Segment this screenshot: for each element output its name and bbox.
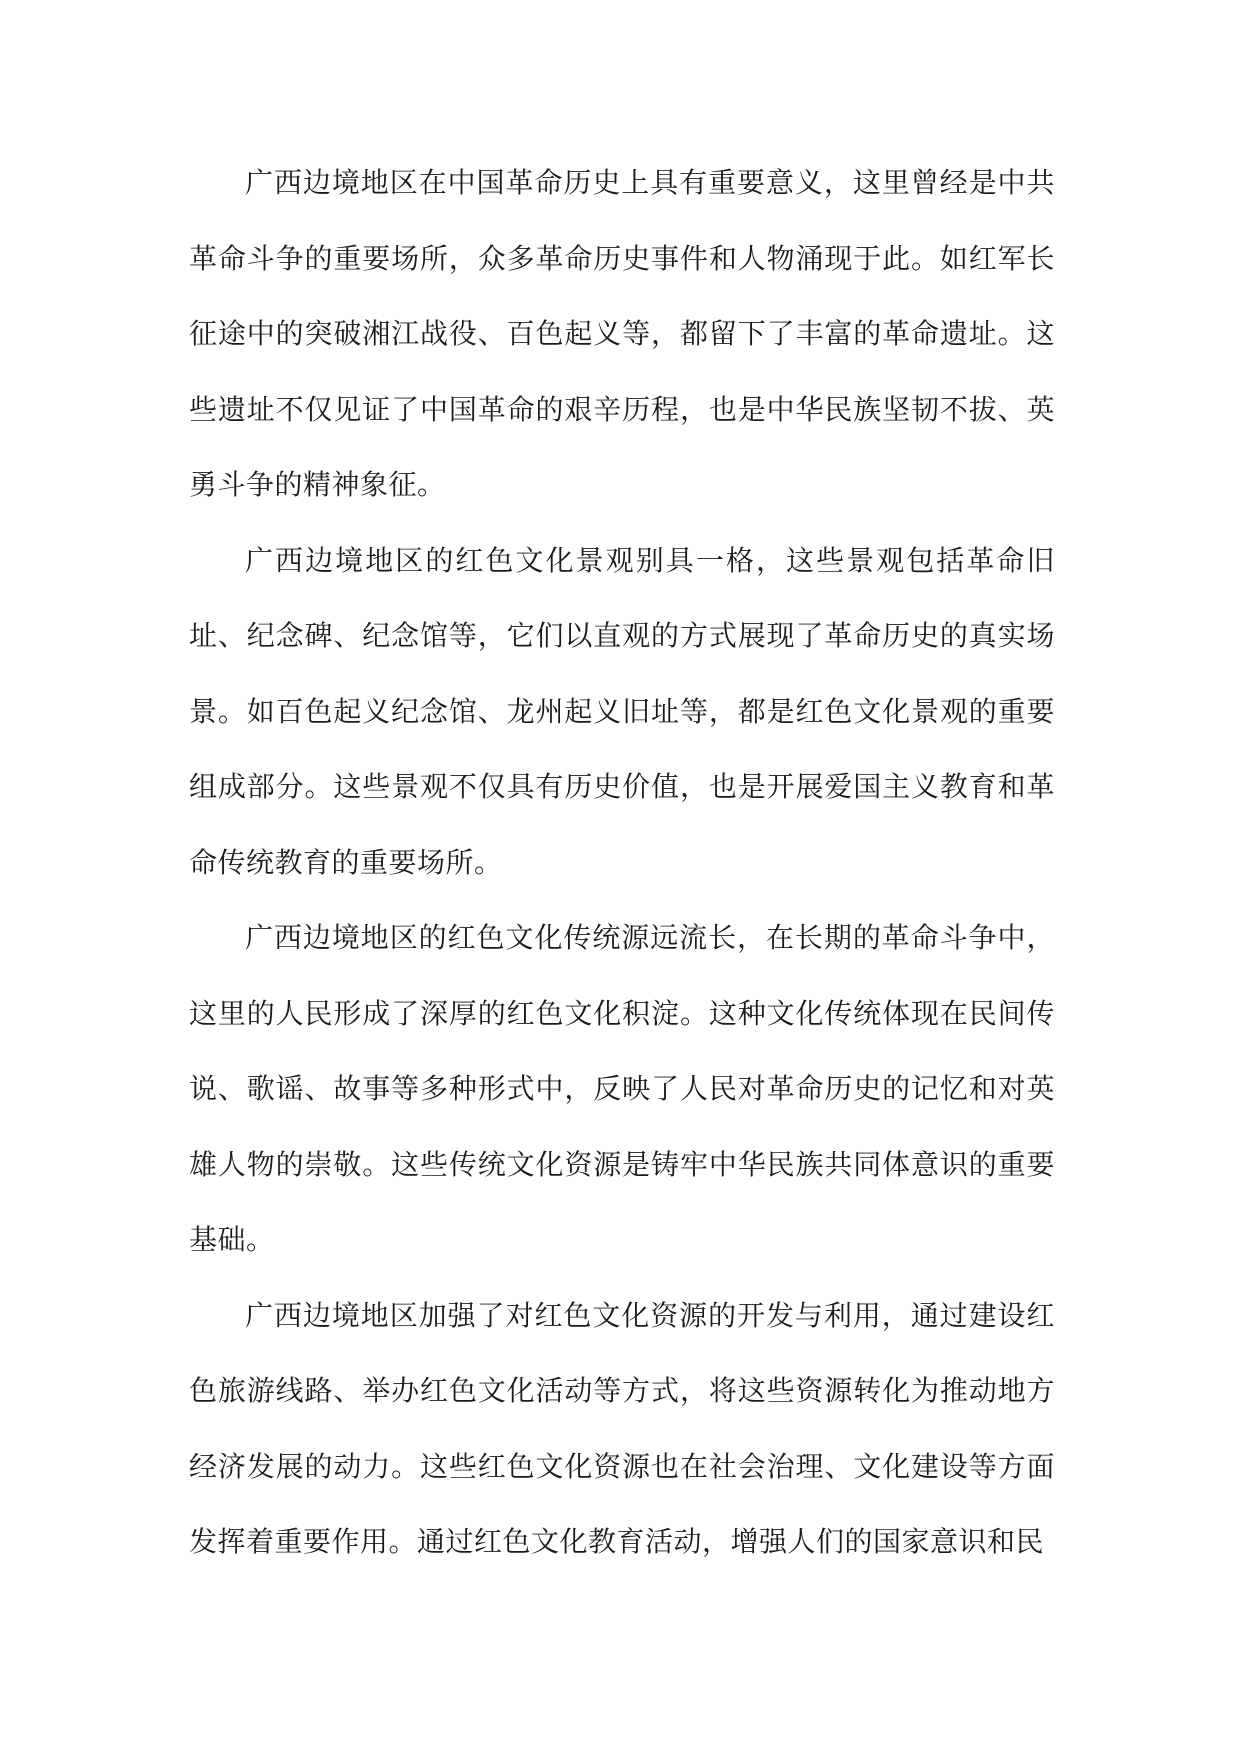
paragraph-revolutionary-history: 广西边境地区在中国革命历史上具有重要意义，这里曾经是中共革命斗争的重要场所，众多革命历史事件和人物涌现于此。如红军长征途中的突破湘江战役、百色起义等，都留下了丰富的革命遗址。这些遗址不仅见证了中国革命的艰辛历程，也是中华民族坚韧不拔、英勇斗争的精神象征。 [189,166,1055,501]
paragraph-red-culture-tradition: 广西边境地区的红色文化传统源远流长，在长期的革命斗争中，这里的人民形成了深厚的红色文化积淀。这种文化传统体现在民间传说、歌谣、故事等多种形式中，反映了人民对革命历史的记忆和对英雄人物的崇敬。这些传统文化资源是铸牢中华民族共同体意识的重要基础。 [189,921,1055,1256]
paragraph-red-culture-landscape: 广西边境地区的红色文化景观别具一格，这些景观包括革命旧址、纪念碑、纪念馆等，它们以直观的方式展现了革命历史的真实场景。如百色起义纪念馆、龙州起义旧址等，都是红色文化景观的重要组成部分。这些景观不仅具有历史价值，也是开展爱国主义教育和革命传统教育的重要场所。 [189,543,1055,879]
body-text [189,145,1055,1580]
paragraph-resource-development: 广西边境地区加强了对红色文化资源的开发与利用，通过建设红色旅游线路、举办红色文化活动等方式，将这些资源转化为推动地方经济发展的动力。这些红色文化资源也在社会治理、文化建设等方面发挥着重要作用。通过红色文化教育活动，增强人们的国家意识和民 [189,1298,1055,1558]
